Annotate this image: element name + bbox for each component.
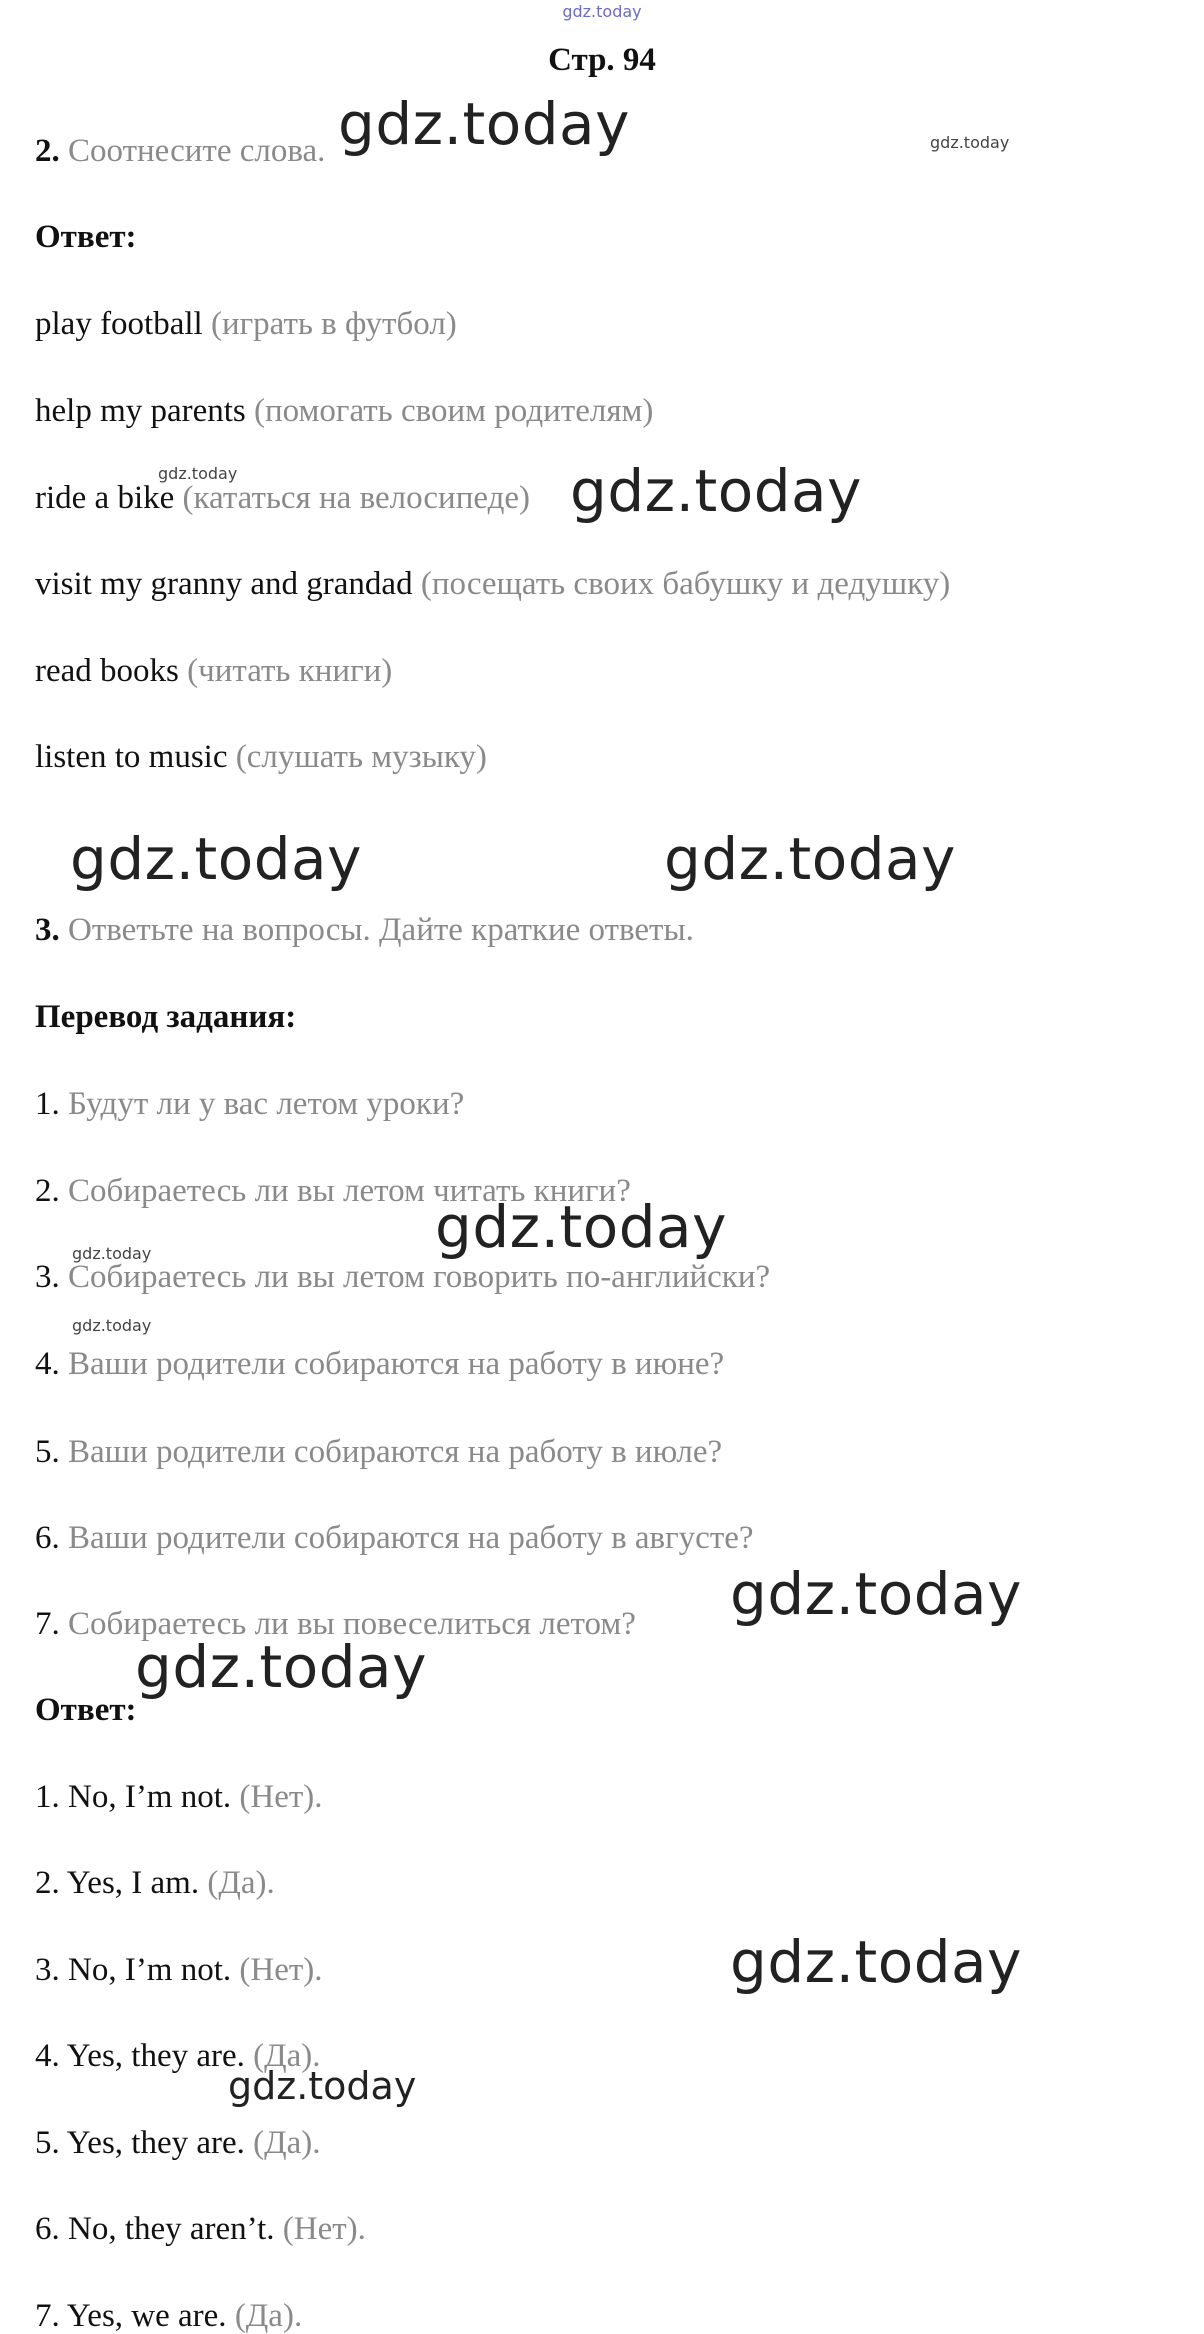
answer-line — [35, 1954, 323, 1987]
answer-line — [35, 1867, 275, 1900]
item-ru: (посещать своих бабушку и дедушку) — [420, 566, 951, 602]
question-number: 4. — [35, 1346, 60, 1382]
question-line — [35, 1348, 724, 1381]
task2-item — [35, 395, 653, 428]
question-text: Будут ли у вас летом уроки? — [68, 1086, 465, 1122]
watermark-small: gdz.today — [158, 464, 238, 483]
answer-en: 5. Yes, they are. — [35, 2125, 245, 2161]
watermark-large: gdz.today — [135, 1633, 427, 1701]
task2-item — [35, 568, 950, 601]
question-text: Собираетесь ли вы повеселиться летом? — [68, 1606, 636, 1642]
answer-ru: (Нет). — [239, 1952, 323, 1988]
task2-item — [35, 308, 457, 341]
question-line — [35, 1436, 722, 1469]
item-en: listen to music — [35, 739, 228, 775]
task2-answer-heading: Ответ: — [35, 219, 137, 255]
question-number: 2. — [35, 1173, 60, 1209]
watermark-large: gdz.today — [570, 457, 862, 525]
item-en: play football — [35, 306, 203, 342]
task2-item — [35, 655, 392, 688]
question-number: 7. — [35, 1606, 60, 1642]
item-en: visit my granny and grandad — [35, 566, 413, 602]
answer-ru: (Да). — [253, 2038, 321, 2074]
answer-en: 1. No, I’m not. — [35, 1779, 232, 1815]
watermark-large: gdz.today — [338, 90, 630, 158]
watermark-small: gdz.today — [930, 133, 1010, 152]
answer-en: 7. Yes, we are. — [35, 2298, 227, 2334]
answer-line — [35, 2127, 321, 2160]
task2-number: 2. — [35, 133, 60, 169]
question-text: Ваши родители собираются на работу в июне? — [68, 1346, 725, 1382]
answer-en: 6. No, they aren’t. — [35, 2211, 275, 2247]
watermark-large: gdz.today — [435, 1193, 727, 1261]
task3-number: 3. — [35, 912, 60, 948]
watermark-large: gdz.today — [730, 1560, 1022, 1628]
answer-ru: (Да). — [207, 1865, 275, 1901]
question-text: Собираетесь ли вы летом читать книги? — [68, 1173, 631, 1209]
item-en: read books — [35, 653, 179, 689]
answer-ru: (Нет). — [282, 2211, 366, 2247]
item-ru: (читать книги) — [187, 653, 393, 689]
item-en: ride a bike — [35, 480, 175, 516]
task3-instruction-text: Ответьте на вопросы. Дайте краткие ответы. — [68, 912, 694, 948]
watermark-large: gdz.today — [664, 825, 956, 893]
item-ru: (помогать своим родителям) — [254, 393, 654, 429]
question-text: Ваши родители собираются на работу в августе? — [68, 1520, 754, 1556]
task2-item — [35, 482, 530, 515]
answer-ru: (Да). — [234, 2298, 303, 2334]
watermark-small: gdz.today — [72, 1244, 152, 1263]
item-ru: (кататься на велосипеде) — [182, 480, 530, 516]
answer-ru: (Нет). — [239, 1779, 323, 1815]
answer-en: 4. Yes, they are. — [35, 2038, 245, 2074]
question-number: 1. — [35, 1086, 60, 1122]
item-ru: (слушать музыку) — [235, 739, 487, 775]
question-text: Ваши родители собираются на работу в июле? — [68, 1434, 723, 1470]
watermark-medium: gdz.today — [228, 2064, 417, 2108]
answer-en: 2. Yes, I am. — [35, 1865, 200, 1901]
question-number: 3. — [35, 1259, 60, 1295]
task2-instruction-text: Соотнесите слова. — [68, 133, 326, 169]
watermark-small: gdz.today — [72, 1316, 152, 1335]
watermark-large: gdz.today — [730, 1928, 1022, 1996]
task2-instruction — [35, 135, 325, 168]
answer-line — [35, 1781, 323, 1814]
answer-ru: (Да). — [253, 2125, 321, 2161]
question-line — [35, 1261, 770, 1294]
question-number: 6. — [35, 1520, 60, 1556]
answer-line — [35, 2300, 302, 2333]
question-line — [35, 1522, 754, 1555]
question-number: 5. — [35, 1434, 60, 1470]
item-ru: (играть в футбол) — [210, 306, 457, 342]
answer-line — [35, 2213, 366, 2246]
task3-translation-heading: Перевод задания: — [35, 999, 297, 1035]
watermark-large: gdz.today — [70, 825, 362, 893]
page-title: Стр. 94 — [548, 42, 656, 78]
top-watermark: gdz.today — [562, 2, 642, 21]
task2-item — [35, 741, 487, 774]
question-text: Собираетесь ли вы летом говорить по-английски? — [68, 1259, 771, 1295]
question-line — [35, 1088, 464, 1121]
item-en: help my parents — [35, 393, 246, 429]
task3-answer-heading: Ответ: — [35, 1692, 137, 1728]
answer-en: 3. No, I’m not. — [35, 1952, 232, 1988]
task3-instruction — [35, 914, 694, 947]
